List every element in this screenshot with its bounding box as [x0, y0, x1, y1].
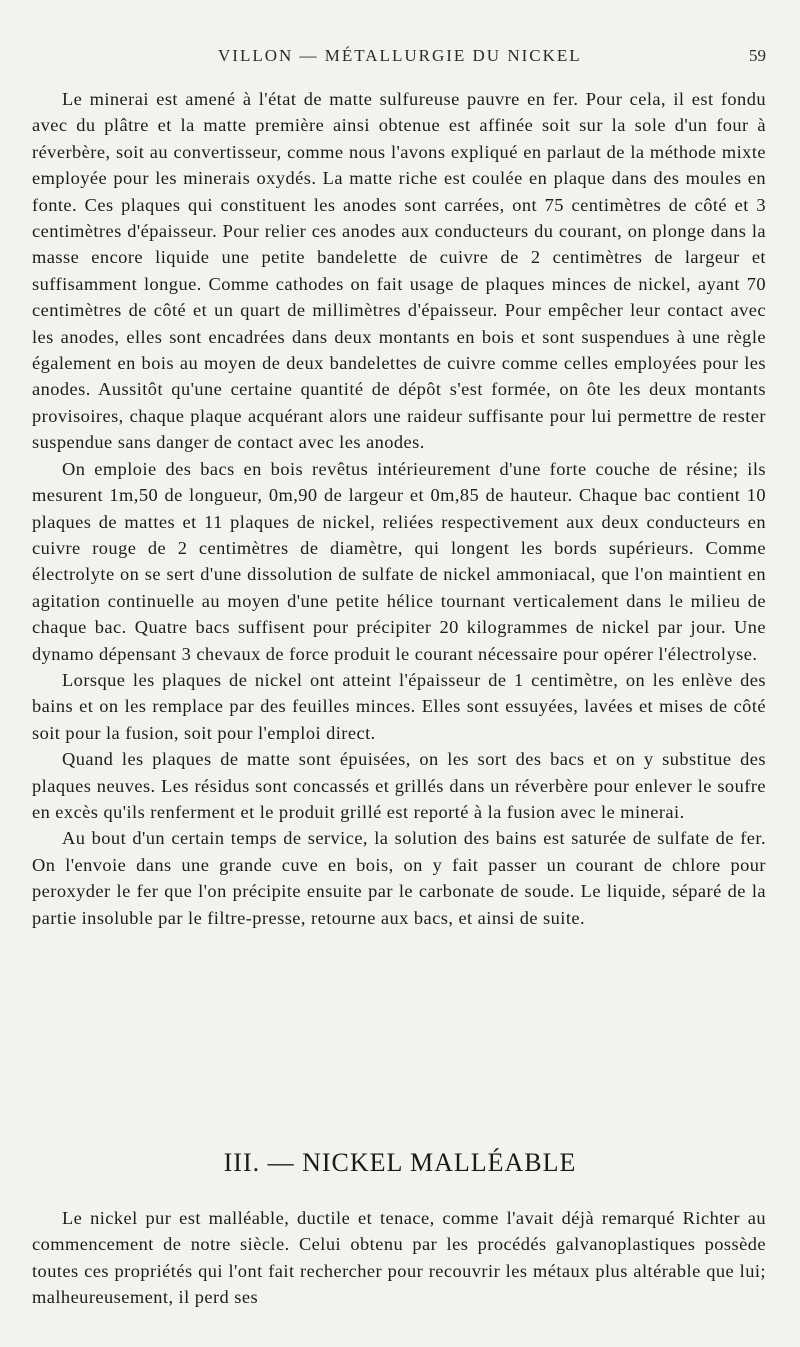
paragraph-matte-replacement: Quand les plaques de matte sont épuisées, on les sort des bacs et on y substitue des plaques neuves. Les résidus sont concassés et grillés dans un réverbère pour enlever le soufre en excès qu'ils renferment et le produit grillé est reporté à la fusion avec le minerai. [32, 749, 766, 822]
section-heading: III. — NICKEL MALLÉABLE [223, 1148, 577, 1177]
page-header [0, 42, 800, 72]
paragraph-anode-preparation: Le minerai est amené à l'état de matte sulfureuse pauvre en fer. Pour cela, il est fondu avec du plâtre et la matte première ainsi obtenue est affinée soit sur la sole d'un four à réverbère, soit au convertisseur, comme nous l'avons expliqué en parlaut de la méthode mixte employée pour les minerais oxydés. La matte riche est coulée en plaque dans des moules en fonte. Ces plaques qui constituent les anodes sont carrées, ont 75 centimètres de côté et 3 centimètres d'épaisseur. Pour relier ces anodes aux conducteurs du courant, on plonge dans la masse encore liquide une petite bandelette de cuivre de 2 centimètres de largeur et suffisamment longue. Comme cathodes on fait usage de plaques minces de nickel, ayant 70 centimètres de côté et un quart de millimètres d'épaisseur. Pour empêcher leur contact avec les anodes, elles sont encadrées dans deux montants en bois et sont suspendues à une règle également en bois au moyen de deux bandelettes de cuivre comme celles employées pour les anodes. Aussitôt qu'une certaine quantité de dépôt s'est formée, on ôte les deux montants provisoires, chaque plaque acquérant alors une raideur suffisante pour lui permettre de rester suspendue sans danger de contact avec les anodes. [32, 89, 766, 453]
running-head: VILLON — MÉTALLURGIE DU NICKEL [218, 46, 582, 65]
main-text [32, 86, 766, 931]
paragraph-solution-regeneration: Au bout d'un certain temps de service, la solution des bains est saturée de sulfate de fer. On l'envoie dans une grande cuve en bois, on y fait passer un courant de chlore pour peroxyder le fer que l'on précipite ensuite par le carbonate de soude. Le liquide, séparé de la partie insoluble par le filtre-presse, retourne aux bacs, et ainsi de suite. [32, 828, 766, 928]
paragraph-electrolysis-baths: On emploie des bacs en bois revêtus intérieurement d'une forte couche de résine; ils mesurent 1m,50 de longueur, 0m,90 de largeur et 0m,85 de hauteur. Chaque bac contient 10 plaques de mattes et 11 plaques de nickel, reliées respectivement aux deux conducteurs en cuivre rouge de 2 centimètres de diamètre, qui longent les bords supérieurs. Comme électrolyte on se sert d'une dissolution de sulfate de nickel ammoniacal, que l'on maintient en agitation continuelle au moyen d'une petite hélice tournant verticalement dans le milieu de chaque bac. Quatre bacs suffisent pour précipiter 20 kilogrammes de nickel par jour. Une dynamo dépensant 3 chevaux de force produit le courant nécessaire pour opérer l'électrolyse. [32, 458, 766, 664]
paragraph-malleable-nickel: Le nickel pur est malléable, ductile et tenace, comme l'avait déjà remarqué Richter au commencement de notre siècle. Celui obtenu par les procédés galvanoplastiques possède toutes ces propriétés qui l'ont fait rechercher pour recouvrir les métaux plus altérable que lui; malheureusement, il perd ses [32, 1208, 766, 1308]
paragraph-plate-removal: Lorsque les plaques de nickel ont atteint l'épaisseur de 1 centimètre, on les enlève des bains et on les remplace par des feuilles minces. Elles sont essuyées, lavées et mises de côté soit pour la fusion, soit pour l'emploi direct. [32, 669, 766, 743]
section-text [32, 1205, 766, 1311]
page-number: 59 [749, 46, 766, 65]
